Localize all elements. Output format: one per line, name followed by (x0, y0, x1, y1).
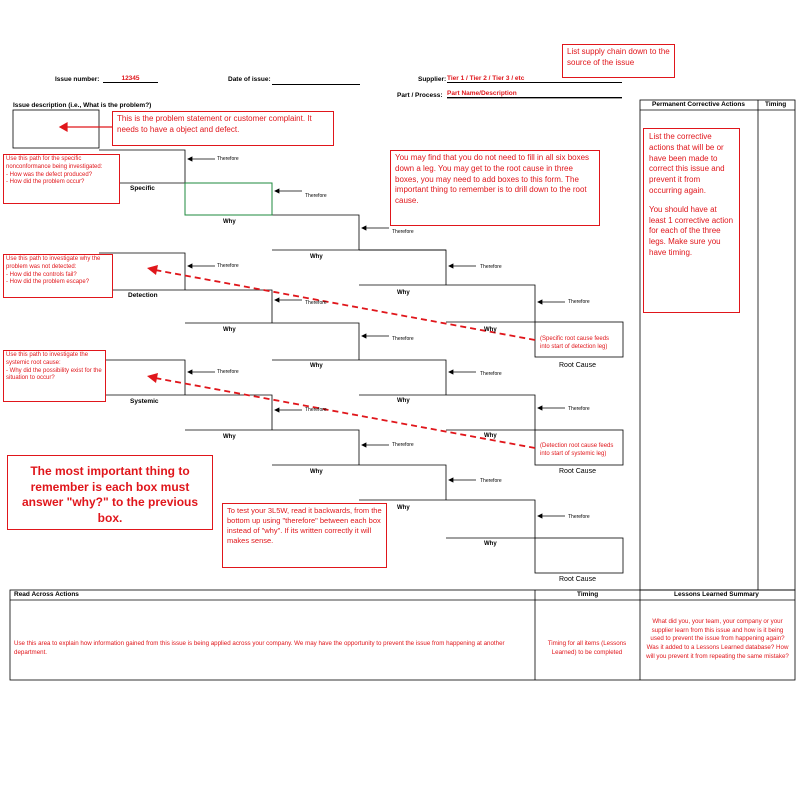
most-important-callout: The most important thing to remember is each box must answer "why?" to the previous box. (7, 455, 213, 530)
supplier-field[interactable]: Tier 1 / Tier 2 / Tier 3 / etc (447, 75, 622, 83)
why-label: Why (484, 541, 497, 547)
therefore-label: Therefore (392, 442, 414, 448)
root-cause-label: Root Cause (559, 576, 596, 583)
therefore-label: Therefore (305, 300, 327, 306)
therefore-label: Therefore (392, 229, 414, 235)
therefore-label: Therefore (480, 264, 502, 270)
why-label: Why (310, 469, 323, 475)
why-label: Why (223, 219, 236, 225)
issue-number-field[interactable]: 12345 (103, 75, 158, 83)
read-across-timing-text[interactable]: Timing for all items (Lessons Learned) to be completed (547, 640, 627, 656)
part-label: Part / Process: (397, 92, 443, 99)
therefore-label: Therefore (568, 514, 590, 520)
why-label: Why (310, 363, 323, 369)
corrective-actions-frame (643, 128, 740, 313)
therefore-label: Therefore (480, 371, 502, 377)
supply-chain-callout: List supply chain down to the source of the issue (562, 44, 675, 78)
therefore-label: Therefore (392, 336, 414, 342)
read-across-timing-header: Timing (577, 591, 599, 598)
read-across-header: Read Across Actions (14, 591, 79, 598)
timing-header: Timing (765, 101, 787, 108)
therefore-label: Therefore (217, 369, 239, 375)
detection-side-note: Use this path to investigate why the problem was not detected: - How did the controls fail? - How did the problem escape? (3, 254, 113, 298)
therefore-label: Therefore (217, 263, 239, 269)
part-field[interactable]: Part Name/Description (447, 90, 622, 98)
problem-statement-callout: This is the problem statement or customer complaint. It needs to have a object and defect. (112, 111, 334, 146)
detection-feed-note: (Detection root cause feeds into start of systemic leg) (540, 443, 614, 458)
specific-leg-label: Specific (130, 185, 155, 192)
date-label: Date of issue: (228, 76, 271, 83)
therefore-label: Therefore (217, 156, 239, 162)
therefore-label: Therefore (568, 406, 590, 412)
specific-side-note: Use this path for the specific nonconformance being investigated: - How was the defect produced? - How did the problem occur? (3, 154, 120, 204)
read-across-text[interactable]: Use this area to explain how information gained from this issue is being applied across your company. We may have the opportunity to prevent the issue from happening at another department. (14, 640, 505, 656)
specific-feed-note: (Specific root cause feeds into start of detection leg) (540, 336, 610, 351)
why-label: Why (223, 327, 236, 333)
issue-number-label: Issue number: (55, 76, 100, 83)
why-label: Why (397, 290, 410, 296)
corrective-actions-callout: List the corrective actions that will be or have been made to correct this issue and prevent it from occurring again. You should have at least 1 corrective action for each of the three legs. Make sure you have timing. (645, 130, 739, 310)
issue-description-label: Issue description (i.e., What is the problem?) (13, 102, 152, 109)
lessons-learned-header: Lessons Learned Summary (674, 591, 759, 598)
why-label: Why (310, 254, 323, 260)
lessons-learned-text[interactable]: What did you, your team, your company or your supplier learn from this issue and how is it being used to prevent the issue from happening again? Was it added to a Lessons Learned database? How will you prevent it from repeating the same mistake? (646, 618, 789, 660)
why-label: Why (484, 433, 497, 439)
root-cause-label: Root Cause (559, 468, 596, 475)
systemic-leg-label: Systemic (130, 398, 159, 405)
test-backwards-callout: To test your 3L5W, read it backwards, from the bottom up using "therefore" between each box instead of "why". If its written correctly it will makes sense. (222, 503, 387, 568)
supplier-label: Supplier: (418, 76, 447, 83)
therefore-label: Therefore (305, 193, 327, 199)
permanent-actions-header: Permanent Corrective Actions (652, 101, 745, 108)
therefore-label: Therefore (568, 299, 590, 305)
detection-leg-label: Detection (128, 292, 158, 299)
why-label: Why (484, 327, 497, 333)
therefore-label: Therefore (305, 407, 327, 413)
why-label: Why (223, 434, 236, 440)
why-label: Why (397, 398, 410, 404)
why-label: Why (397, 505, 410, 511)
root-cause-label: Root Cause (559, 362, 596, 369)
systemic-side-note: Use this path to investigate the systemic root cause: - Why did the possibility exist for the situation to occur? (3, 350, 106, 402)
therefore-label: Therefore (480, 478, 502, 484)
six-boxes-callout: You may find that you do not need to fill in all six boxes down a leg. You may get to the root cause in three boxes, you may need to add boxes to this form. The important thing to remember is to drill down to the root cause. (390, 150, 600, 226)
